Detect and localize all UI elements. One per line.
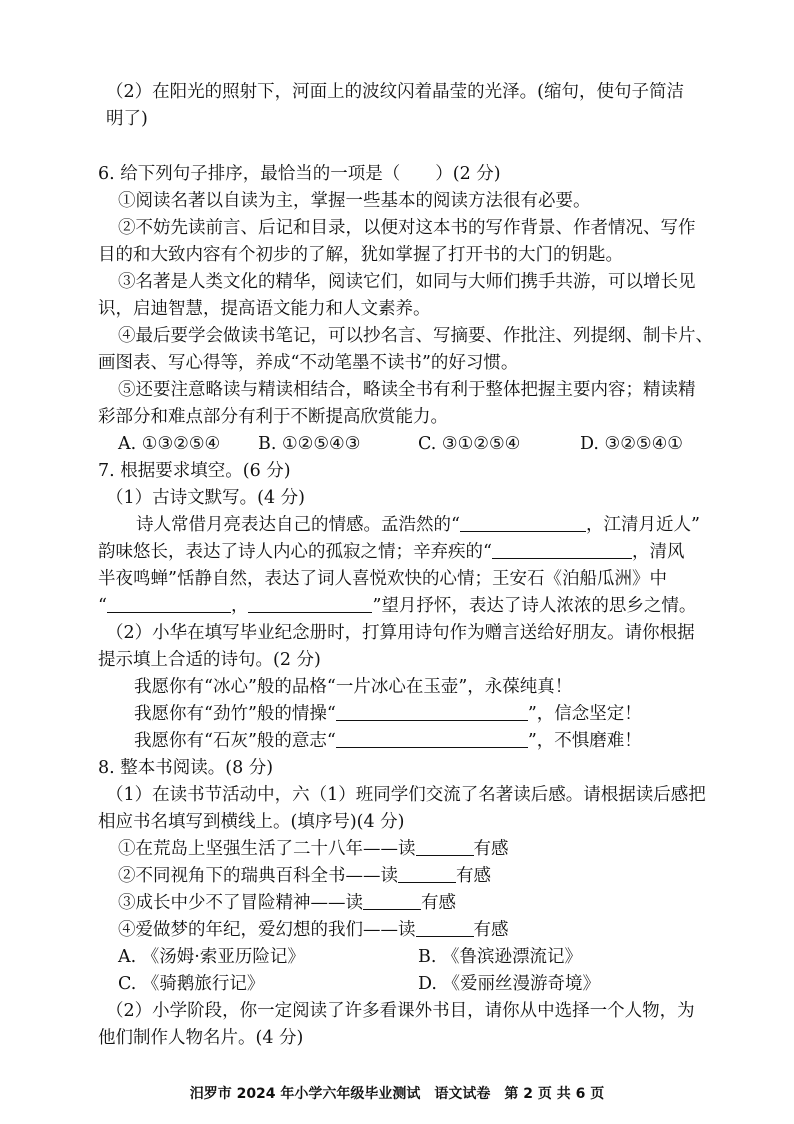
q7-text-4b: ， [230, 596, 249, 616]
q7-text-b1b: ”，信念坚定！ [527, 704, 642, 724]
q8-option-c: C. 《骑鹅旅行记》 [118, 974, 265, 994]
answer-blank[interactable] [492, 540, 632, 559]
answer-blank[interactable] [248, 594, 372, 613]
q6-option-c: C. ③①②⑤④ [418, 434, 521, 454]
q7-part2-line-1: （2）小华在填写毕业纪念册时，打算用诗句作为赠言送给好朋友。请你根据 [106, 623, 695, 643]
answer-blank[interactable] [336, 702, 528, 721]
answer-blank[interactable] [416, 918, 474, 937]
q8-item-4-suffix: 有感 [473, 920, 509, 940]
q5-2-line-1: （2）在阳光的照射下，河面上的波纹闪着晶莹的光泽。(缩句，使句子简洁 [106, 82, 684, 102]
q7-part1-line-1 [136, 513, 700, 537]
q5-2-line-2: 明了) [106, 109, 148, 129]
q7-text-4a: “ [98, 596, 107, 616]
q8-item-1-text: ①在荒岛上坚强生活了二十八年——读 [118, 839, 416, 859]
answer-blank[interactable] [416, 837, 474, 856]
q8-item-2 [118, 864, 491, 888]
page-footer: 汨罗市 2024 年小学六年级毕业测试 语文试卷 第 2 页 共 6 页 [189, 1086, 605, 1102]
q7-stem: 7. 根据要求填空。(6 分) [98, 461, 291, 481]
q7-text-2b: ，清风 [631, 542, 685, 562]
q6-sentence-3b: 识，启迪智慧，提高语文能力和人文素养。 [98, 299, 431, 319]
q6-sentence-4a: ④最后要学会做读书笔记，可以抄名言、写摘要、作批注、列提纲、制卡片、 [118, 326, 713, 346]
q6-sentence-5b: 彩部分和难点部分有利于不断提高欣赏能力。 [98, 407, 448, 427]
q8-item-2-text: ②不同视角下的瑞典百科全书——读 [118, 866, 398, 886]
q6-sentence-2a: ②不妨先读前言、后记和目录，以便对这本书的写作背景、作者情况、写作 [118, 218, 696, 238]
q6-option-d: D. ③②⑤④① [580, 434, 683, 454]
q7-text-1b: ，江清月近人” [585, 515, 700, 535]
q8-item-4 [118, 918, 509, 942]
q8-part2-line-2: 他们制作人物名片。(4 分) [98, 1028, 304, 1048]
q6-sentence-1: ①阅读名著以自读为主，掌握一些基本的阅读方法很有必要。 [118, 191, 591, 211]
q7-part1-line-4 [98, 594, 696, 618]
q8-option-b: B. 《鲁滨逊漂流记》 [418, 947, 582, 967]
answer-blank[interactable] [336, 729, 528, 748]
q8-part1-line-1: （1）在读书节活动中，六（1）班同学们交流了名著读后感。请根据读后感把 [106, 785, 706, 805]
q6-sentence-3a: ③名著是人类文化的精华，阅读它们，如同与大师们携手共游，可以增长见 [118, 272, 696, 292]
q8-item-1 [118, 837, 509, 861]
q8-stem: 8. 整本书阅读。(8 分) [98, 758, 274, 778]
q7-text-b2a: 我愿你有“石灰”般的意志“ [134, 731, 336, 751]
q7-part2-line-2: 提示填上合适的诗句。(2 分) [98, 650, 321, 670]
q7-part1-line-3: 半夜鸣蝉”恬静自然，表达了词人喜悦欢快的心情；王安石《泊船瓜洲》中 [98, 569, 667, 589]
q6-sentence-5a: ⑤还要注意略读与精读相结合，略读全书有利于整体把握主要内容；精读精 [118, 380, 696, 400]
q8-item-3 [118, 891, 456, 915]
q6-option-a: A. ①③②⑤④ [118, 434, 221, 454]
q6-sentence-2b: 目的和大致内容有个初步的了解，犹如掌握了打开书的大门的钥匙。 [98, 245, 623, 265]
q8-part2-line-1: （2）小学阶段，你一定阅读了许多看课外书目，请你从中选择一个人物，为 [106, 1001, 695, 1021]
q7-text-b2b: ”，不惧磨难！ [527, 731, 642, 751]
q7-part1-title: （1）古诗文默写。(4 分) [106, 488, 305, 508]
q6-stem: 6. 给下列句子排序，最恰当的一项是（ ）(2 分) [98, 164, 501, 184]
q8-item-1-suffix: 有感 [473, 839, 509, 859]
q7-part1-line-2 [98, 540, 684, 564]
q8-option-d: D. 《爱丽丝漫游奇境》 [418, 974, 601, 994]
q8-item-3-text: ③成长中少不了冒险精神——读 [118, 893, 363, 913]
answer-blank[interactable] [398, 864, 456, 883]
q8-option-a: A. 《汤姆·索亚历险记》 [118, 947, 305, 967]
q6-sentence-4b: 画图表、写心得等，养成“不动笔墨不读书”的好习惯。 [98, 353, 519, 373]
q7-text-b1a: 我愿你有“劲竹”般的情操“ [134, 704, 336, 724]
q8-part1-line-2: 相应书名填写到横线上。(填序号)(4 分) [98, 812, 405, 832]
q7-text-4c: ”望月抒怀，表达了诗人浓浓的思乡之情。 [372, 596, 697, 616]
q8-item-2-suffix: 有感 [456, 866, 491, 886]
q8-item-4-text: ④爱做梦的年纪，爱幻想的我们——读 [118, 920, 416, 940]
q7-part2-blank-line-2 [134, 729, 642, 753]
answer-blank[interactable] [107, 594, 231, 613]
answer-blank[interactable] [363, 891, 421, 910]
q8-item-3-suffix: 有感 [421, 893, 456, 913]
q7-part2-blank-line-1 [134, 702, 642, 726]
answer-blank[interactable] [460, 513, 586, 532]
q7-part2-example: 我愿你有“冰心”般的品格“一片冰心在玉壶”，永葆纯真！ [134, 677, 573, 697]
q7-text-2a: 韵味悠长，表达了诗人内心的孤寂之情；辛弃疾的“ [98, 542, 492, 562]
q6-option-b: B. ①②⑤④③ [258, 434, 361, 454]
q7-text-1a: 诗人常借月亮表达自己的情感。孟浩然的“ [136, 515, 460, 535]
